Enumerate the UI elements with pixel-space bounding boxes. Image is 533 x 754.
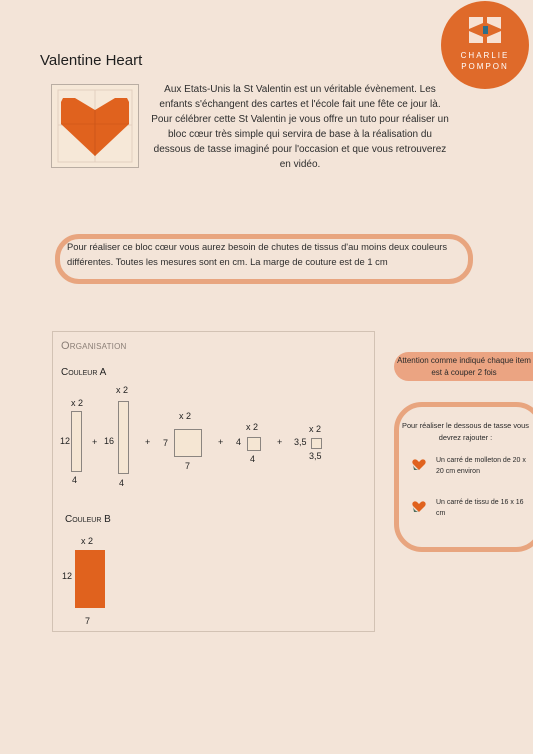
brand-logo <box>441 1 529 89</box>
requirement-text: Pour réaliser ce bloc cœur vous aurez besoin de chutes de tissus d'au moins deux couleurs différentes. Toutes les mesures sont en cm. La marge de couture est de 1 cm <box>67 241 448 267</box>
piece-height: 12 <box>62 571 73 581</box>
piece-quantity: x 2 <box>309 424 322 434</box>
piece-width: 4 <box>119 478 125 488</box>
plus-sign: + <box>145 437 151 447</box>
piece-width: 3,5 <box>309 451 322 461</box>
intro-paragraph: Aux Etats-Unis la St Valentin est un véritable évènement. Les enfants s'échangent des cartes et l'école fait une fête ce jour là. Pour célébrer cette St Valentin je vous offre un tuto pour réaliser un bloc cœur très simple qui servira de base à la réalisation du dessous de tasse imaginé pour l'occasion et que vous retrouverez en vidéo. <box>151 84 449 170</box>
piece-height: 12 <box>60 436 71 446</box>
attention-text: Attention comme indiqué chaque item est à couper 2 fois <box>397 356 531 377</box>
piece-width: 4 <box>72 475 78 485</box>
piece-quantity: x 2 <box>246 422 259 432</box>
piece-width: 4 <box>250 454 256 464</box>
fabric-square-piece <box>247 437 261 451</box>
piece-quantity: x 2 <box>81 536 94 546</box>
brand-name-line1: CHARLIE <box>460 51 510 60</box>
color-b-label: Couleur B <box>65 514 111 525</box>
fabric-rectangle-piece-orange <box>75 550 105 608</box>
brand-name-line2: POMPON <box>461 62 509 71</box>
plus-sign: + <box>218 437 224 447</box>
heart-coaster-icon <box>411 456 427 472</box>
mug-intro-text: Pour réaliser le dessous de tasse vous devrez rajouter : <box>402 421 529 442</box>
piece-quantity: x 2 <box>71 398 84 408</box>
piece-quantity: x 2 <box>116 385 129 395</box>
fabric-rectangle-piece <box>71 411 82 472</box>
piece-height: 4 <box>236 437 242 447</box>
organisation-title: Organisation <box>61 340 127 352</box>
color-a-label: Couleur A <box>61 367 107 378</box>
heart-coaster-icon <box>411 498 427 514</box>
piece-height: 7 <box>163 438 169 448</box>
fabric-rectangle-piece <box>118 401 129 474</box>
fabric-square-piece <box>311 438 322 449</box>
mug-item-text: Un carré de tissu de 16 x 16 cm <box>436 499 524 517</box>
piece-quantity: x 2 <box>179 411 192 421</box>
heart-block-image <box>51 84 139 168</box>
piece-width: 7 <box>185 461 191 471</box>
fabric-square-piece <box>174 429 202 457</box>
piece-height: 3,5 <box>294 437 307 447</box>
plus-sign: + <box>277 437 283 447</box>
mug-item-text: Un carré de molleton de 20 x 20 cm environ <box>436 457 526 475</box>
piece-width: 7 <box>85 616 91 626</box>
page-title: Valentine Heart <box>40 52 143 69</box>
piece-height: 16 <box>104 436 115 446</box>
plus-sign: + <box>92 437 98 447</box>
logo-mark-icon <box>467 15 503 45</box>
